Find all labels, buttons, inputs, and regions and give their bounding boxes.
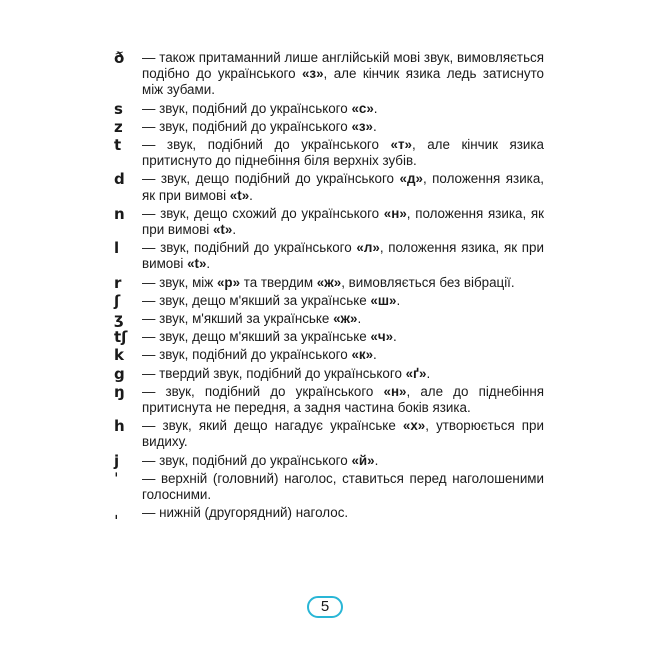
symbol-description bbox=[142, 329, 544, 345]
symbol-description bbox=[142, 293, 544, 309]
symbol-description bbox=[142, 347, 544, 363]
ukrainian-letter: «т» bbox=[390, 137, 412, 153]
description-text: — звук, подібний до українського bbox=[142, 100, 352, 116]
phonetic-symbol: ʒ bbox=[114, 310, 124, 329]
description-text: . bbox=[374, 452, 379, 468]
ukrainian-letter: «н» bbox=[383, 383, 407, 399]
description-text: , положення язика, як при вимові bbox=[142, 205, 544, 238]
phonetic-symbol: ŋ bbox=[114, 382, 125, 401]
symbol-description bbox=[142, 206, 544, 238]
phonetic-symbol: k bbox=[114, 346, 124, 365]
symbol-entry bbox=[114, 453, 544, 469]
symbol-entry bbox=[114, 347, 544, 363]
phonetic-symbol: g bbox=[114, 364, 125, 383]
phonetic-symbol: ð bbox=[114, 49, 125, 67]
ukrainian-letter: «ч» bbox=[370, 329, 394, 345]
phonetic-symbol: ˈ bbox=[114, 469, 119, 488]
phonetic-symbol: d bbox=[114, 170, 125, 189]
ukrainian-letter: «р» bbox=[216, 274, 241, 290]
symbol-entry bbox=[114, 505, 544, 521]
description-text: . bbox=[373, 100, 378, 116]
description-text: — звук, подібний до українського bbox=[142, 383, 384, 399]
symbol-description bbox=[142, 311, 544, 327]
description-text: . bbox=[357, 311, 362, 327]
symbol-description bbox=[142, 418, 544, 450]
description-text: — звук, подібний до українського bbox=[142, 240, 357, 256]
symbol-description bbox=[142, 171, 544, 203]
ukrainian-letter: «х» bbox=[402, 418, 426, 434]
phonetic-symbol: s bbox=[114, 99, 123, 118]
ukrainian-letter: «з» bbox=[301, 66, 324, 82]
symbol-description bbox=[142, 240, 544, 272]
ukrainian-letter: «з» bbox=[351, 118, 373, 134]
phonetic-symbol: h bbox=[114, 417, 125, 436]
ukrainian-letter: «н» bbox=[383, 205, 407, 221]
ukrainian-letter: «t» bbox=[212, 222, 233, 238]
ukrainian-letter: «й» bbox=[351, 452, 375, 468]
description-text: , положення язика, як при вимові bbox=[142, 171, 544, 203]
description-text: та твердим bbox=[240, 274, 317, 290]
symbol-description bbox=[142, 471, 544, 503]
phonetic-symbol: r bbox=[114, 273, 122, 292]
ukrainian-letter: «ш» bbox=[370, 292, 397, 308]
symbol-entry bbox=[114, 384, 544, 416]
description-text: . bbox=[396, 292, 401, 308]
phonetic-symbol: t bbox=[114, 136, 122, 155]
symbol-description bbox=[142, 275, 544, 291]
description-text: — звук, подібний до українського bbox=[142, 118, 352, 134]
symbol-description bbox=[142, 119, 544, 135]
symbol-entry bbox=[114, 240, 544, 272]
description-text: . bbox=[373, 347, 377, 363]
ukrainian-letter: «с» bbox=[351, 100, 374, 116]
description-text: . bbox=[206, 256, 211, 272]
description-text: — твердий звук, подібний до українського bbox=[142, 365, 406, 381]
symbol-description bbox=[142, 50, 544, 99]
ukrainian-letter: «ж» bbox=[333, 311, 358, 327]
description-text: — також притаманний лише англійській мові звук, вимовляється подібно до українського bbox=[142, 50, 544, 82]
phonetic-symbol: ˌ bbox=[114, 504, 119, 523]
ukrainian-letter: «ґ» bbox=[405, 365, 427, 381]
phonetic-symbol: ʃ bbox=[114, 291, 121, 310]
phonetic-symbol: l bbox=[114, 239, 120, 258]
ukrainian-letter: «t» bbox=[229, 187, 250, 203]
description-text: — звук, який дещо нагадує українське bbox=[142, 418, 403, 434]
symbol-entry bbox=[114, 275, 544, 291]
symbol-entry bbox=[114, 293, 544, 309]
symbol-description bbox=[142, 137, 544, 169]
description-text: , утворюється при видиху. bbox=[142, 418, 544, 450]
description-text: . bbox=[232, 222, 237, 238]
symbol-entry bbox=[114, 206, 544, 238]
description-text: — звук, дещо м'якший за українське bbox=[142, 292, 371, 308]
symbol-description bbox=[142, 505, 544, 521]
description-text: . bbox=[393, 329, 397, 345]
phonetic-symbol-list bbox=[114, 50, 544, 523]
description-text: — звук, між bbox=[142, 274, 217, 290]
description-text: , але до піднебіння притиснута не передня, а задня частина боків язика. bbox=[142, 383, 544, 416]
ukrainian-letter: «t» bbox=[187, 256, 207, 272]
phonetic-symbol: z bbox=[114, 117, 123, 136]
symbol-entry bbox=[114, 311, 544, 327]
symbol-entry bbox=[114, 137, 544, 169]
symbol-entry bbox=[114, 119, 544, 135]
symbol-description bbox=[142, 366, 544, 382]
phonetic-symbol: j bbox=[114, 451, 120, 470]
description-text: , вимовляється без вібрації. bbox=[341, 274, 515, 290]
symbol-entry bbox=[114, 171, 544, 203]
description-text: — нижній (другорядний) наголос. bbox=[142, 505, 349, 521]
symbol-entry bbox=[114, 101, 544, 117]
symbol-entry bbox=[114, 418, 544, 450]
description-text: , але кінчик язика ледь затиснуто між зубами. bbox=[142, 66, 545, 98]
description-text: — звук, подібний до українського bbox=[142, 137, 391, 153]
description-text: — звук, дещо подібний до українського bbox=[142, 171, 400, 187]
description-text: , положення язика, як при вимові bbox=[142, 240, 544, 272]
symbol-entry bbox=[114, 471, 544, 503]
symbol-description bbox=[142, 101, 544, 117]
ukrainian-letter: «к» bbox=[351, 347, 374, 363]
symbol-description bbox=[142, 453, 544, 469]
symbol-entry bbox=[114, 366, 544, 382]
phonetic-symbol: tʃ bbox=[114, 328, 128, 347]
description-text: — звук, м'якший за українське bbox=[142, 311, 334, 327]
ukrainian-letter: «д» bbox=[399, 171, 423, 187]
page-number: 5 bbox=[307, 596, 343, 618]
symbol-entry bbox=[114, 50, 544, 99]
ukrainian-letter: «ж» bbox=[316, 274, 342, 290]
description-text: — звук, подібний до українського bbox=[142, 347, 352, 363]
symbol-description bbox=[142, 384, 544, 416]
description-text: — звук, дещо м'якший за українське bbox=[142, 329, 371, 345]
description-text: . bbox=[249, 187, 253, 203]
description-text: . bbox=[426, 365, 431, 381]
description-text: — звук, дещо схожий до українського bbox=[142, 205, 384, 221]
description-text: — верхній (головний) наголос, ставиться перед наголошеними голосними. bbox=[142, 470, 544, 503]
phonetic-symbol: n bbox=[114, 204, 125, 223]
ukrainian-letter: «л» bbox=[356, 240, 380, 256]
description-text: , але кінчик язика притиснуто до піднебіння біля верхніх зубів. bbox=[142, 137, 544, 169]
description-text: — звук, подібний до українського bbox=[142, 452, 352, 468]
symbol-entry bbox=[114, 329, 544, 345]
description-text: . bbox=[373, 118, 377, 134]
